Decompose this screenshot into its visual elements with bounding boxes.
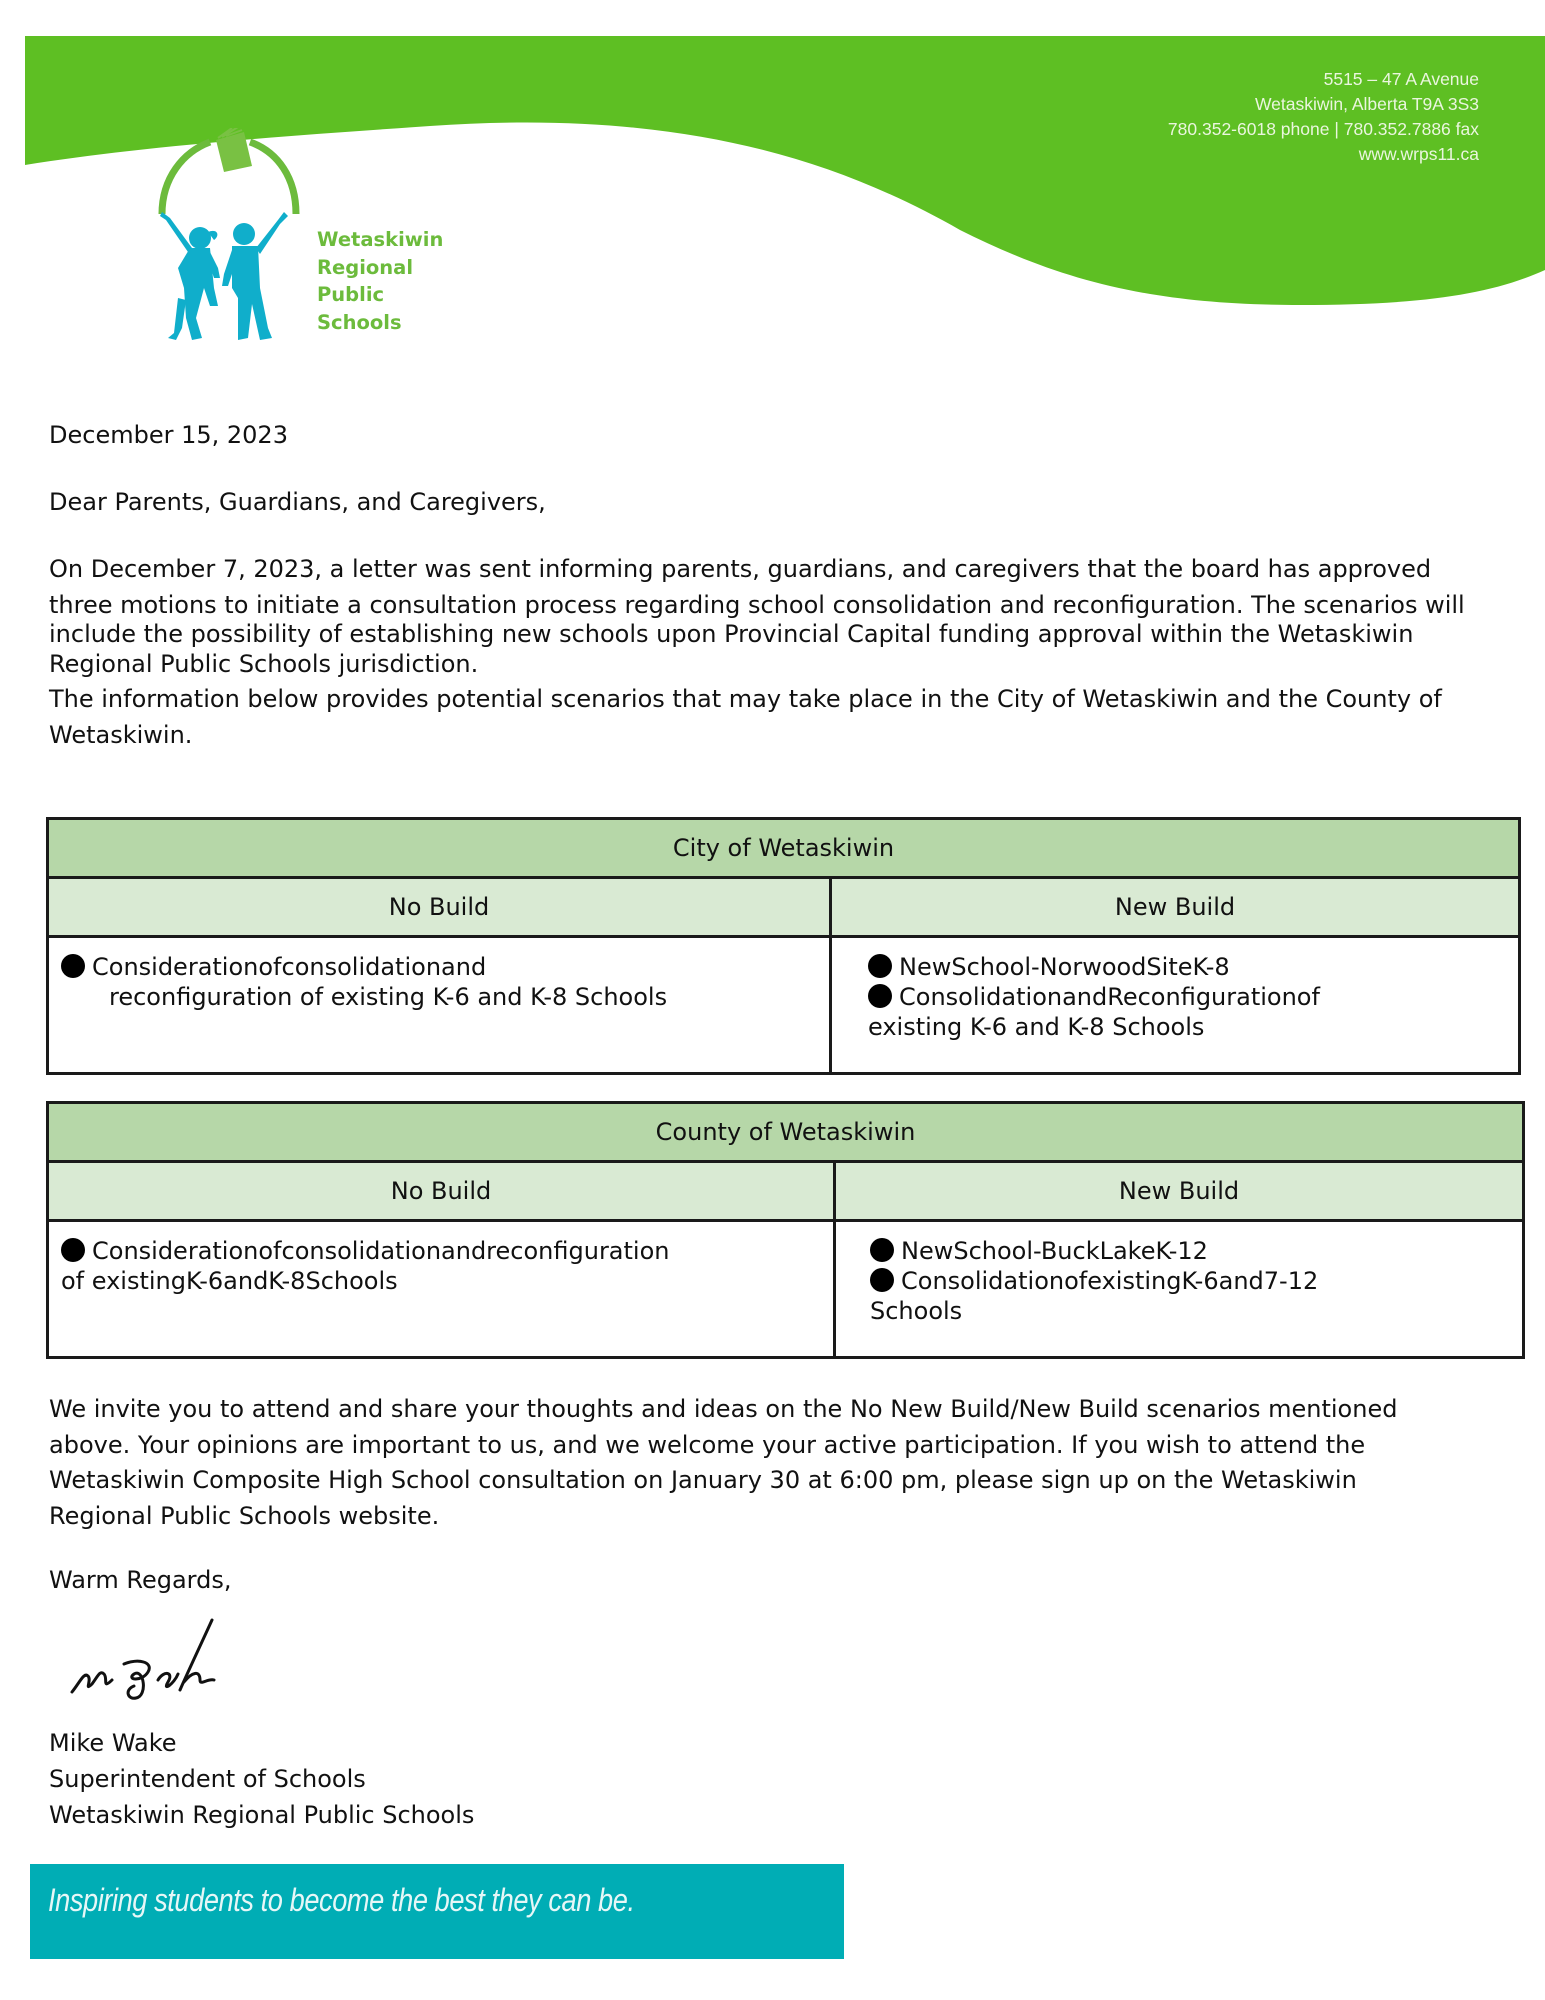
letter-closing: Warm Regards, [49,1566,232,1594]
paragraph-line: above. Your opinions are important to us, and we welcome your active participation. If you wish to attend the [49,1430,1366,1459]
list-item-continuation: existing K-6 and K-8 Schools [868,1013,1205,1041]
paragraph-line: Wetaskiwin Composite High School consultation on January 30 at 6:00 pm, please sign up on the Wetaskiwin [49,1466,1357,1494]
list-item [868,952,1506,982]
column-header-new-build: New Build [835,1162,1524,1221]
children-reaching-for-book-logo-icon [148,128,318,353]
signer-title: Superintendent of Schools [49,1765,366,1793]
bullet-icon [868,954,892,978]
bullet-icon [868,984,892,1008]
logo-line: Schools [317,310,402,334]
phone-fax: 780.352-6018 phone | 780.352.7886 fax [1167,119,1479,139]
paragraph-line: three motions to initiate a consultation process regarding school consolidation and reconfiguration. The scenarios will [49,590,1465,619]
list-item [61,1236,821,1266]
paragraph-line: include the possibility of establishing new schools upon Provincial Capital funding approval within the Wetaskiwin [49,620,1414,648]
website-link[interactable]: www.wrps11.ca [1358,144,1479,164]
list-item-text: ConsolidationandReconfigurationof [899,983,1320,1011]
list-item-text: Considerationofconsolidationand [92,953,487,981]
new-build-cell [831,937,1520,1074]
signer-name: Mike Wake [49,1729,177,1757]
signer-organization: Wetaskiwin Regional Public Schools [49,1801,475,1829]
list-item [870,1266,1510,1296]
logo-line: Regional [317,255,414,279]
list-item-text: ConsolidationofexistingK-6and7-12 [901,1267,1319,1295]
invitation-paragraph [49,1392,1499,1534]
list-item [61,952,817,982]
list-item-continuation: of existingK-6andK-8Schools [61,1267,398,1295]
address-line-1: 5515 – 47 A Avenue [1323,69,1479,89]
bullet-icon [870,1238,894,1262]
letter-date: December 15, 2023 [49,421,288,449]
intro-paragraph [49,555,1499,750]
bullet-icon [61,1238,85,1262]
tagline-text: Inspiring students to become the best they can be. [48,1882,635,1918]
list-item-text: NewSchool-NorwoodSiteK-8 [899,953,1230,981]
paragraph-line: The information below provides potential scenarios that may take place in the City of Wetaskiwin and the County of [49,685,1442,713]
column-header-no-build: No Build [48,1162,835,1221]
table-region-header: City of Wetaskiwin [48,819,1520,878]
address-line-2: Wetaskiwin, Alberta T9A 3S3 [1254,94,1479,114]
list-item-continuation: Schools [870,1297,963,1325]
list-item [870,1236,1510,1266]
list-item-text: Considerationofconsolidationandreconfiguration [92,1237,670,1265]
paragraph-line: Regional Public Schools website. [49,1501,440,1530]
column-header-new-build: New Build [831,878,1520,937]
logo-wordmark [317,226,443,336]
paragraph-line: Regional Public Schools jurisdiction. [49,649,479,678]
table-region-header: County of Wetaskiwin [48,1103,1524,1162]
signer-block [49,1725,474,1833]
paragraph-line: We invite you to attend and share your thoughts and ideas on the No New Build/New Build scenarios mentioned [49,1395,1398,1423]
county-scenarios-table [46,1101,1525,1359]
logo-line: Wetaskiwin [317,228,444,251]
letter-salutation: Dear Parents, Guardians, and Caregivers, [49,488,546,516]
letterhead-contact-block [1168,67,1479,167]
district-logo [148,128,448,353]
paragraph-line: Wetaskiwin. [49,720,193,749]
city-scenarios-table [46,817,1521,1075]
no-build-cell [48,1221,835,1358]
new-build-cell [835,1221,1524,1358]
bullet-icon [61,954,85,978]
bullet-icon [870,1268,894,1292]
no-build-cell [48,937,831,1074]
footer-tagline-banner [30,1864,844,1959]
list-item-continuation: reconfiguration of existing K-6 and K-8 Schools [109,983,668,1011]
list-item-text: NewSchool-BuckLakeK-12 [901,1237,1208,1265]
paragraph-line: On December 7, 2023, a letter was sent informing parents, guardians, and caregivers that the board has approved [49,555,1432,583]
list-item [868,982,1506,1012]
logo-line: Public [317,283,385,306]
column-header-no-build: No Build [48,878,831,937]
handwritten-signature-icon [62,1612,282,1712]
